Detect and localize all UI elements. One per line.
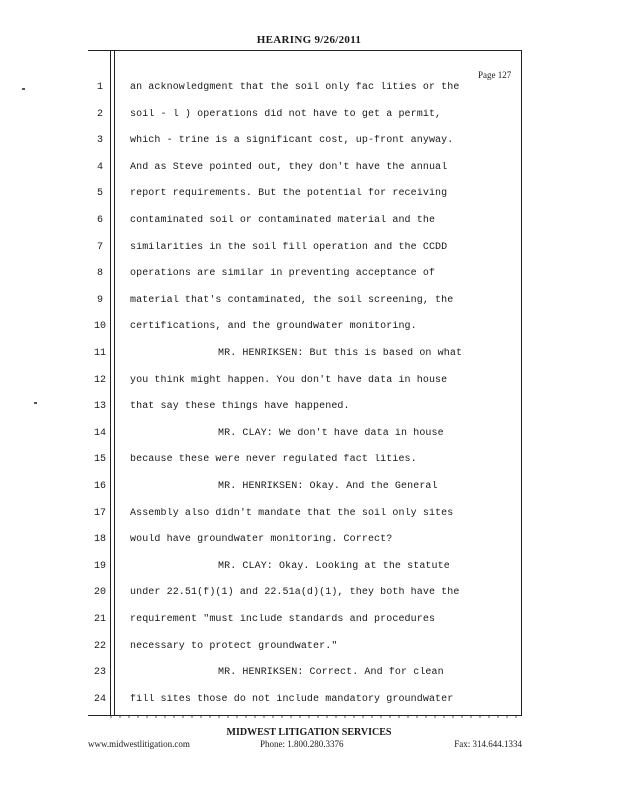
line-text: under 22.51(f)(1) and 22.51a(d)(1), they both have the [130, 587, 460, 599]
line-text: would have groundwater monitoring. Correct? [130, 534, 393, 546]
transcript-line [0, 215, 618, 241]
transcript-line [0, 348, 618, 374]
transcript-line [0, 82, 618, 108]
line-text: Assembly also didn't mandate that the soil only sites [130, 507, 454, 519]
transcript-line [0, 641, 618, 667]
transcript-line [0, 534, 618, 560]
line-text: MR. HENRIKSEN: Correct. And for clean [218, 667, 444, 679]
line-text: certifications, and the groundwater monitoring. [130, 321, 417, 333]
transcript-line [0, 135, 618, 161]
line-number: 1 [96, 82, 103, 93]
transcript-line [0, 268, 618, 294]
transcript-line [0, 481, 618, 507]
transcript-line [0, 667, 618, 693]
transcript-line [0, 587, 618, 613]
line-number: 14 [93, 427, 106, 439]
line-number: 22 [93, 640, 106, 652]
footer-fax: Fax: 314.644.1334 [454, 739, 522, 749]
header-title: HEARING 9/26/2011 [256, 34, 362, 46]
line-number: 6 [96, 215, 103, 226]
line-number: 18 [93, 534, 106, 546]
footer-phone: Phone: 1.800.280.3376 [260, 739, 344, 749]
line-number: 15 [93, 454, 106, 466]
transcript-line [0, 242, 618, 268]
transcript-line [0, 454, 618, 480]
line-number: 12 [93, 374, 106, 386]
line-text: MR. HENRIKSEN: Okay. And the General [218, 481, 438, 492]
transcript-line [0, 162, 618, 188]
line-text: operations are similar in preventing acceptance of [130, 268, 436, 280]
line-number: 5 [96, 188, 103, 200]
line-text: report requirements. But the potential for receiving [130, 188, 448, 200]
line-text: fill sites those do not include mandatory groundwater [130, 693, 454, 705]
line-text: that say these things have happened. [130, 401, 350, 413]
line-number: 9 [96, 294, 103, 306]
line-number: 23 [93, 667, 106, 679]
line-number: 3 [96, 135, 103, 147]
line-text: necessary to protect groundwater." [130, 640, 338, 652]
scan-speckle [110, 716, 520, 718]
line-number: 16 [93, 481, 106, 492]
line-text: because these were never regulated fact lities. [130, 454, 417, 466]
line-text: an acknowledgment that the soil only fac lities or the [130, 82, 460, 93]
transcript-line [0, 295, 618, 321]
line-number: 4 [96, 161, 103, 173]
margin-mark [34, 402, 37, 404]
transcript-line [0, 561, 618, 587]
transcript-line [0, 508, 618, 534]
line-text: which - trine is a significant cost, up-front anyway. [130, 135, 454, 147]
line-text: MR. CLAY: We don't have data in house [218, 427, 444, 439]
line-number: 8 [96, 268, 103, 280]
line-text: contaminated soil or contaminated material and the [130, 215, 436, 226]
line-text: you think might happen. You don't have data in house [130, 374, 448, 386]
footer-website: www.midwestlitigation.com [88, 739, 190, 749]
line-text: MR. HENRIKSEN: But this is based on what [218, 348, 463, 359]
transcript-line [0, 321, 618, 347]
line-text: soil - l ) operations did not have to get a permit, [130, 108, 442, 120]
transcript-line [0, 428, 618, 454]
line-text: requirement "must include standards and procedures [130, 614, 436, 625]
line-number: 21 [93, 614, 106, 625]
line-number: 24 [93, 693, 106, 705]
transcript-line [0, 109, 618, 135]
transcript-line [0, 375, 618, 401]
line-text: material that's contaminated, the soil screening, the [130, 294, 454, 306]
line-number: 7 [96, 241, 103, 253]
line-number: 10 [93, 321, 106, 333]
line-text: MR. CLAY: Okay. Looking at the statute [218, 560, 450, 572]
page-label: Page 127 [478, 70, 512, 80]
line-number: 11 [93, 348, 106, 359]
footer-contact-row [88, 739, 522, 753]
margin-mark [22, 88, 25, 90]
transcript-line [0, 614, 618, 640]
transcript-line [0, 188, 618, 214]
transcript-line [0, 401, 618, 427]
line-text: And as Steve pointed out, they don't have the annual [130, 161, 448, 173]
line-number: 19 [93, 560, 106, 572]
line-number: 17 [93, 507, 106, 519]
line-number: 2 [96, 108, 103, 120]
footer-company: MIDWEST LITIGATION SERVICES [226, 727, 392, 738]
line-number: 20 [93, 587, 106, 599]
line-text: similarities in the soil fill operation and the CCDD [130, 241, 448, 253]
line-number: 13 [93, 401, 106, 413]
